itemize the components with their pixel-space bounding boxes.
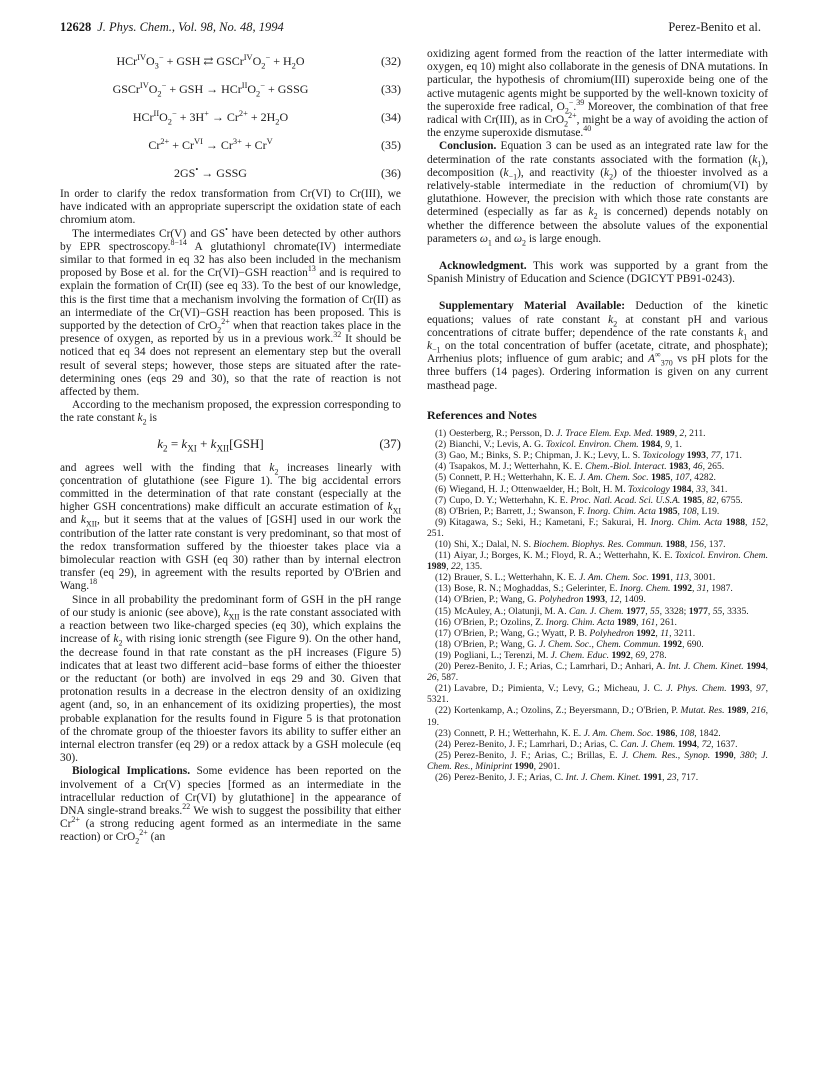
reference-text: Perez-Benito, J. F.; Arias, C.; Lamrhari, D.; Anhari, A. Int. J. Chem. Kinet. 1994, 26, 587. (427, 661, 769, 684)
paragraph: The intermediates Cr(V) and GS• have been detected by other authors by EPR spectroscopy.$^{8-14}$ A glutathionyl chromate(IV) intermediate similar to that formed in eq 32 has also been included in the mechanism proposed by Bose et al. for the Cr(VI)−GSH reaction$^{13}$ and is required to explain the formation of Cr(II) (see eq 33). To the best of our knowledge, this is the first time that a mechanism involving the formation of Cr(II) as an intermediate of the Cr(VI)−GSH reaction has been proposed. This is supported by the detection of CrO$_2^{2+}$ when that reaction takes place in the presence of oxygen, as reported by us in a previous work.$^{32}$ It should be noticed that eq 34 does not represent an elementary step but the overall result of several steps; however, those steps are situated after the rate-determining ones (eqs 29 and 30), so that the rate of reaction is not affected by them. (60, 224, 401, 399)
reference-item (427, 750, 768, 772)
reference-text: Kitagawa, S.; Seki, H.; Kametani, F.; Sakurai, H. Inorg. Chim. Acta 1988, 152, 251. (427, 516, 768, 539)
reference-text: Aiyar, J.; Borges, K. M.; Floyd, R. A.; Wetterhahn, K. E. Toxicol. Environ. Chem. 1989, 22, 135. (427, 550, 768, 573)
equation-number: (36) (381, 166, 401, 181)
reference-number: (3) (435, 450, 447, 462)
equation-row (60, 48, 401, 76)
reference-item (427, 572, 768, 583)
reference-item (427, 439, 768, 450)
reference-text: Shi, X.; Dalal, N. S. Biochem. Biophys. Res. Commun. 1988, 156, 137. (453, 539, 726, 551)
equation-row (60, 132, 401, 160)
paragraph: Acknowledgment. This work was supported by a grant from the Spanish Ministry of Education and Science (DGICYT PB91-0243). (427, 260, 768, 286)
references-heading: References and Notes (427, 407, 537, 422)
reference-item (427, 650, 768, 661)
equation-number: (35) (381, 138, 401, 153)
reference-item (427, 705, 768, 727)
paragraph: In order to clarify the redox transformation from Cr(VI) to Cr(III), we have indicated with an appropriate superscript the oxidation state of each chromium atom. (60, 188, 401, 227)
paragraph: oxidizing agent formed from the reaction of the latter intermediate with oxygen, eq 10) might also collaborate in the genesis of DNA mutations. In particular, the hypothesis of chromium(III) superoxide being one of the active mutagenic agents might be supported by the well-known toxicity of the superoxide free radical, $O_2^-.^{39}$ Moreover, the combination of that free radical with Cr(III), as in CrO$_2^{2+}$, might be a way of avoiding the action of the enzyme superoxide dismutase.$^{40}$ (427, 48, 769, 140)
reference-number: (14) (435, 594, 451, 606)
reference-text: Oesterberg, R.; Persson, D. J. Trace Elem. Exp. Med. 1989, 2, 211. (449, 428, 706, 440)
reference-item (427, 628, 768, 639)
paragraph: According to the mechanism proposed, the expression corresponding to the rate constant $k_2$ is (60, 399, 401, 427)
page-number: 12628 (60, 20, 92, 34)
reference-number: (19) (435, 649, 451, 661)
header-left (60, 16, 284, 38)
equation-row (60, 160, 401, 188)
paragraph: Conclusion. Equation 3 can be used as an integrated rate law for the determination of the rate constants associated with the formation $(k_1)$, decomposition $(k_{-1})$, and reactivity $(k_2)$ of the thioester involved as a relatively-stable intermediate in the reduction of chromium(VI) by glutathione. However, the precision with which those rate constants are determined (especially as far as $k_2$ is concerned) depends notably on whether the difference between the absolute values of the exponential parameters $\omega_1$ and $\omega_2$ is large enough. (427, 140, 768, 248)
reference-number: (1) (435, 428, 447, 440)
equation-number: (37) (379, 436, 401, 452)
reference-number: (13) (435, 583, 451, 595)
left-text-block-1 (60, 188, 401, 426)
equation-number: (32) (381, 54, 401, 69)
equation-number: (33) (381, 82, 401, 97)
reference-text: McAuley, A.; Olatunji, M. A. Can. J. Chem. 1977, 55, 3328; 1977, 55, 3335. (453, 605, 749, 617)
equation-row (60, 104, 401, 132)
reference-text: Tsapakos, M. J.; Wetterhahn, K. E. Chem.-Biol. Interact. 1983, 46, 265. (449, 461, 725, 473)
reference-number: (11) (435, 550, 451, 562)
reference-item (427, 472, 768, 483)
reference-item (427, 539, 768, 550)
paragraph: Since in all probability the predominant form of GSH in the pH range of our study is anionic (see above), $k_{XII}$ is the rate constant associated with a reaction between two like-charged species (eq 30), which explains the increase of $k_2$ with rising ionic strength (see Figure 9). On the other hand, the decrease found in that rate constant as the pH increases (Figure 5) indicates that at least two different acid−base forms of either the thioester or the reductant (or both) are involved in eqs 29 and 30. Given that protonation results in a decrease in the electron density of an oxidizing agent (and, so, in an enhancement of its oxidizing properties), the most probable explanation for the results found in Figure 5 is that protonation of the chromate group of the thioester favors its ability to suffer either an internal electron transfer (eq 29) or a redox attack by a GSH molecule (eq 30). (60, 593, 402, 765)
reference-item (427, 450, 768, 461)
equation-expression: $Cr^{2+} + Cr^{VI} \to Cr^{3+} + Cr^V$ (148, 137, 273, 153)
reference-text: O'Brien, P.; Ozolins, Z. Inorg. Chim. Acta 1989, 161, 261. (453, 616, 677, 628)
equation-expression: $GSCr^{IV}O_2^-$ + GSH → $HCr^{II}O_2^-$ + GSSG (112, 81, 309, 99)
reference-text: Bose, R. N.; Moghaddas, S.; Gelerinter, E. Inorg. Chem. 1992, 31, 1987. (453, 583, 733, 595)
reference-item (427, 495, 768, 506)
equation-number: (34) (381, 110, 401, 125)
reference-text: Perez-Benito, J. F.; Lamrhari, D.; Arias, C. Can. J. Chem. 1994, 72, 1637. (453, 738, 738, 750)
reference-text: Kortenkamp, A.; Ozolins, Z.; Beyersmann, D.; O'Brien, P. Mutat. Res. 1989, 216, 19. (427, 705, 769, 728)
reference-number: (7) (435, 494, 447, 506)
reference-number: (25) (435, 749, 451, 761)
reference-item (427, 728, 768, 739)
reference-text: Perez-Benito, J. F.; Arias, C.; Brillas, E. J. Chem. Res., Synop. 1990, 380; J. Chem. Res., Miniprint 1990, 2901. (427, 749, 768, 772)
reference-number: (8) (435, 505, 447, 517)
reference-item (427, 461, 768, 472)
reference-item (427, 661, 768, 683)
reference-text: Connett, P. H.; Wetterhahn, K. E. J. Am. Chem. Soc. 1985, 107, 4282. (449, 472, 716, 484)
references-list (427, 428, 768, 783)
reference-text: Connett, P. H.; Wetterhahn, K. E. J. Am. Chem. Soc. 1986, 108, 1842. (453, 727, 721, 739)
reference-text: O'Brien, P.; Wang, G.; Wyatt, P. B. Polyhedron 1992, 11, 3211. (453, 627, 696, 639)
reference-text: O'Brien, P.; Wang, G. Polyhedron 1993, 12, 1409. (453, 594, 646, 606)
reference-item (427, 617, 768, 628)
paragraph: Biological Implications. Some evidence has been reported on the involvement of a Cr(V) species [formed as an intermediate in the intracellular reduction of Cr(VI) by glutathione] in the appearance of DNA single-strand breaks.$^{22}$ We wish to suggest the possibility that either $Cr^{2+}$ (a strong reducing agent formed as an intermediate in the same reaction) or CrO$_2^{2+}$ (an (60, 765, 402, 846)
reference-item (427, 594, 768, 605)
paragraph: Supplementary Material Available: Deduction of the kinetic equations; values of rate constant $k_2$ at constant pH and various concentrations of citrate buffer; dependence of the rate constants $k_1$ and $k_{-1}$ on the total concentration of buffer (acetate, citrate, and phosphate); Arrhenius plots; influence of gum arabic; and $A^\infty_{370}$ vs pH plots for the three buffers (14 pages). Ordering information is given on any current masthead page. (427, 300, 768, 392)
equation-37 (60, 426, 401, 462)
reference-text: Brauer, S. L.; Wetterhahn, K. E. J. Am. Chem. Soc. 1991, 113, 3001. (453, 572, 716, 584)
reference-item (427, 517, 768, 539)
reference-number: (2) (435, 439, 447, 451)
reference-text: Gao, M.; Binks, S. P.; Chipman, J. K.; Levy, L. S. Toxicology 1993, 77, 171. (449, 450, 742, 462)
left-column (60, 48, 401, 845)
equation-expression: 2GS• → GSSG (174, 165, 247, 181)
reference-text: Wiegand, H. J.; Ottenwaelder, H.; Bolt, H. M. Toxicology 1984, 33, 341. (449, 483, 728, 495)
reference-number: (5) (435, 472, 447, 484)
reference-item (427, 772, 768, 783)
reference-text: Perez-Benito, J. F.; Arias, C. Int. J. Chem. Kinet. 1991, 23, 717. (453, 771, 699, 783)
equation-expression: $k_2 = k_{XI} + k_{XII}[GSH]$ (157, 436, 264, 454)
reference-number: (20) (435, 661, 451, 673)
page-header (60, 16, 761, 38)
reference-item (427, 428, 768, 439)
reference-text: Pogliani, L.; Terenzi, M. J. Chem. Educ. 1992, 69, 278. (453, 649, 667, 661)
reference-number: (23) (435, 727, 451, 739)
equation-expression: $HCr^{IV}O_3^-$ + GSH ⇄ $GSCr^{IV}O_2^- + H_2O$ (116, 53, 305, 71)
reference-item (427, 550, 768, 572)
reference-item (427, 606, 768, 617)
reference-item (427, 739, 768, 750)
running-authors: Perez-Benito et al. (668, 20, 761, 34)
reference-item (427, 506, 768, 517)
paragraph: and agrees well with the finding that $k_2$ increases linearly with çoncentration of glutathione (see Figure 1). The big accidental errors committed in the determination of that rate constant (especially at the higher GSH concentrations) make difficult an accurate estimation of $k_{XI}$ and $k_{XII}$, but it seems that at the values of [GSH] used in our work the contribution of the latter rate constant is very predominant, so that most of the redox transformation suffered by the thioester takes place via a bimolecular reaction with GSH (eq 30) rather than by internal electron transfer (eq 29), in agreement with the results reported by O'Brien and Wang.$^{18}$ (60, 461, 401, 593)
reference-number: (9) (435, 516, 447, 528)
reference-number: (15) (435, 605, 451, 617)
reference-number: (12) (435, 572, 451, 584)
reference-number: (21) (435, 683, 451, 695)
reference-number: (16) (435, 616, 451, 628)
right-column (427, 48, 768, 783)
equation-row (60, 76, 401, 104)
reference-text: Bianchi, V.; Levis, A. G. Toxicol. Environ. Chem. 1984, 9, 1. (449, 439, 682, 451)
reference-text: Lavabre, D.; Pimienta, V.; Levy, G.; Micheau, J. C. J. Phys. Chem. 1993, 97, 5321. (427, 683, 768, 706)
right-text-block (427, 48, 768, 393)
reference-number: (6) (435, 483, 447, 495)
reference-number: (4) (435, 461, 447, 473)
reference-number: (26) (435, 771, 451, 783)
reference-number: (18) (435, 638, 451, 650)
equation-block (60, 48, 401, 188)
equation-expression: $HCr^{II}O_2^- + 3H^+ \to Cr^{2+} + 2H_2O$ (132, 109, 289, 127)
reference-item (427, 639, 768, 650)
reference-number: (22) (435, 705, 451, 717)
reference-item (427, 484, 768, 495)
reference-item (427, 683, 768, 705)
reference-number: (17) (435, 627, 451, 639)
reference-text: O'Brien, P.; Wang, G. J. Chem. Soc., Chem. Commun. 1992, 690. (453, 638, 704, 650)
left-text-block-2 (60, 462, 401, 845)
reference-text: O'Brien, P.; Barrett, J.; Swanson, F. Inorg. Chim. Acta 1985, 108, L19. (449, 505, 720, 517)
reference-number: (10) (435, 539, 451, 551)
journal-citation: J. Phys. Chem., Vol. 98, No. 48, 1994 (97, 20, 284, 34)
reference-number: (24) (435, 738, 451, 750)
reference-item (427, 583, 768, 594)
reference-text: Cupo, D. Y.; Wetterhahn, K. E. Proc. Natl. Acad. Sci. U.S.A. 1985, 82, 6755. (449, 494, 743, 506)
